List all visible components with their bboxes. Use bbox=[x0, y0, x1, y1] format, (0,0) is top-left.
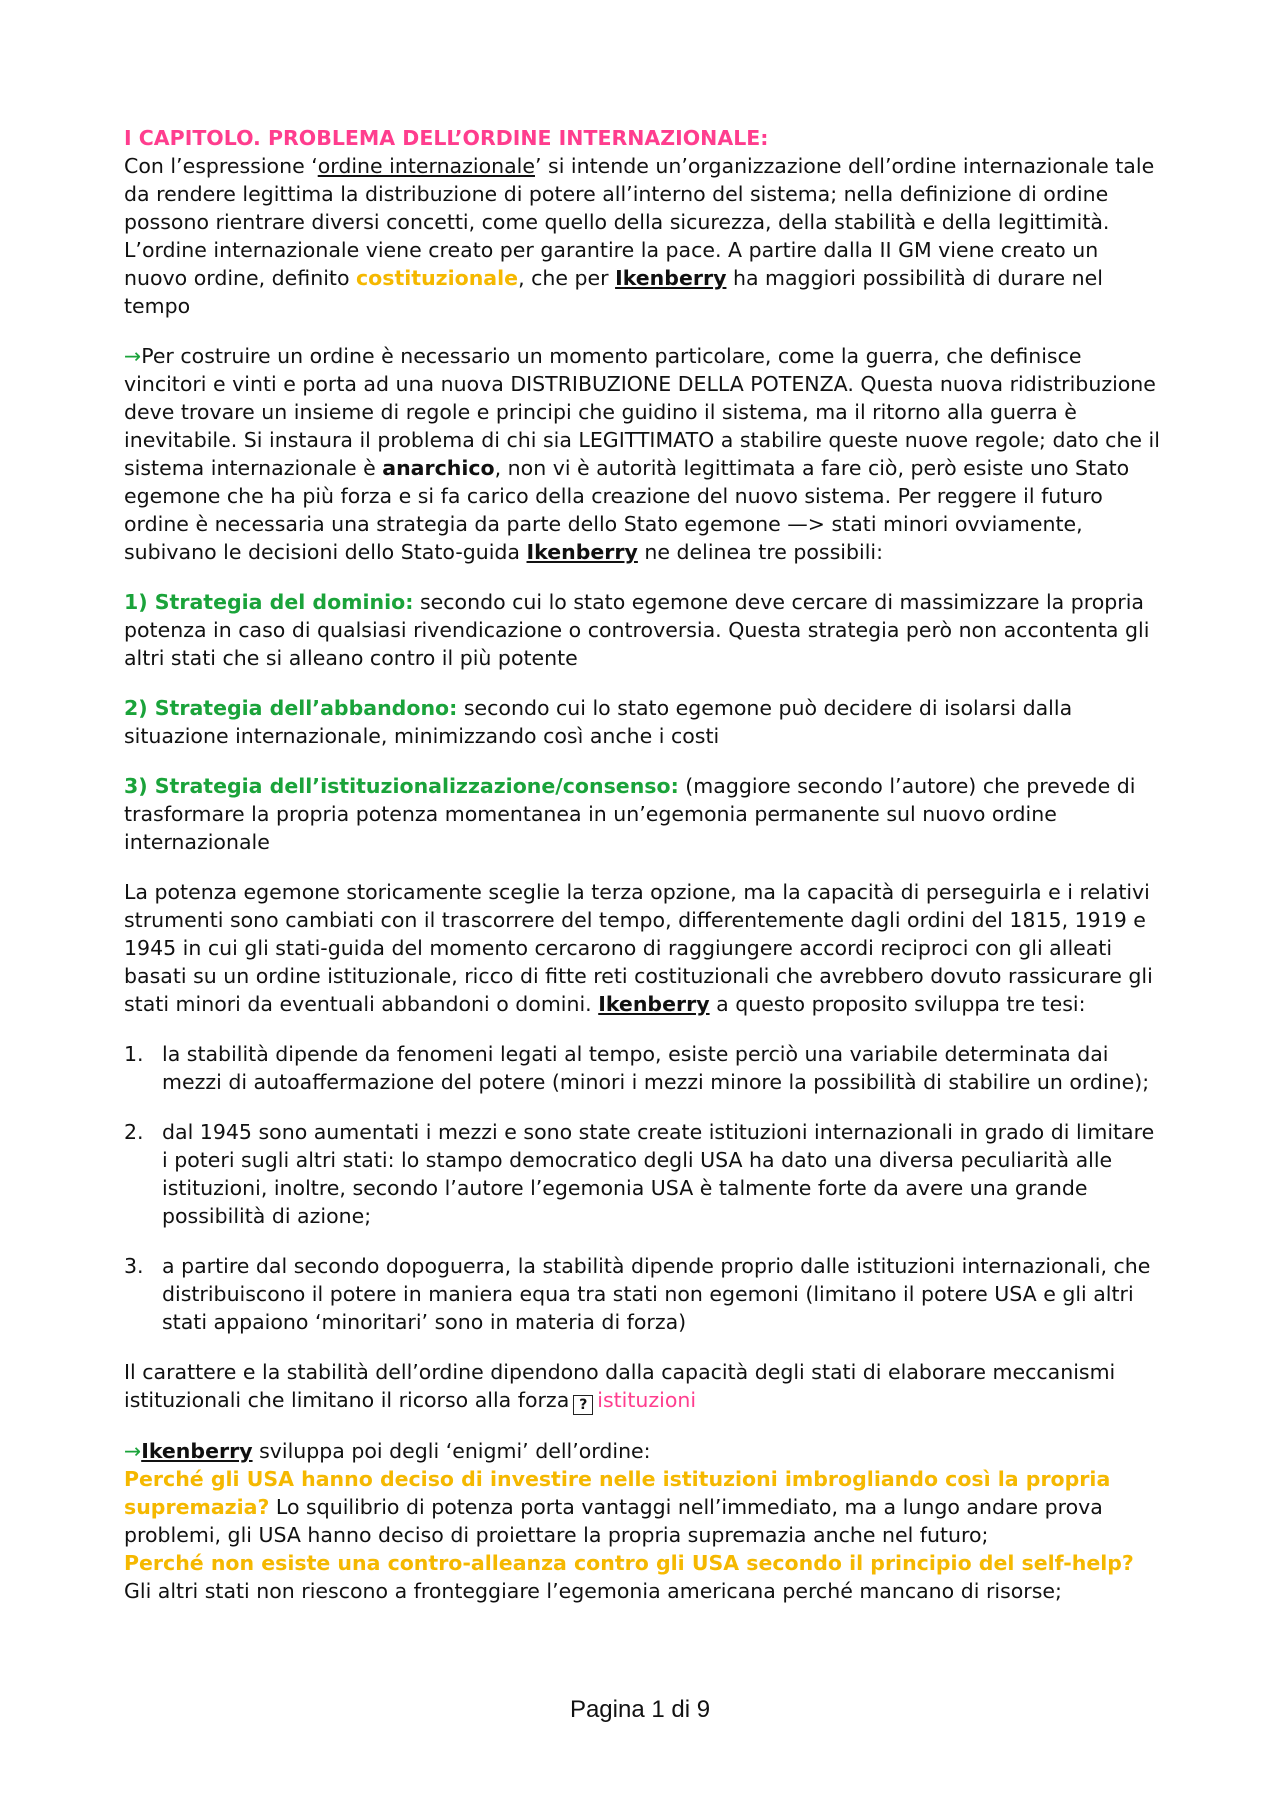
page-content bbox=[124, 124, 1164, 1627]
paragraph-potenza-egemone: La potenza egemone storicamente sceglie la terza opzione, ma la capacità di perseguirla e i relativi strumenti sono cambiati con il trascorrere del tempo, differentemente dagli ordini del 1815, 1919 e 1945 in cui gli stati-guida del momento cercarono di raggiungere accordi reciproci con gli alleati basati su un ordine istituzionale, ricco di fitte reti costituzionali che avrebbero dovuto rassicurare gli stati minori da eventuali abbandoni o domini. Ikenberry a questo proposito sviluppa tre tesi: bbox=[124, 880, 1153, 1016]
istituzioni-link[interactable]: istituzioni bbox=[597, 1388, 697, 1412]
strategy-item: 2) Strategia dell’abbandono: secondo cui lo stato egemone può decidere di isolarsi dalla situazione internazionale, minimizzando così anche i costi bbox=[124, 696, 1073, 748]
theses-list bbox=[124, 1040, 1164, 1336]
enigma-question: Perché non esiste una contro-alleanza contro gli USA secondo il principio del self-help? bbox=[124, 1551, 1134, 1575]
arrow-icon: → bbox=[124, 344, 142, 368]
strategy-label: 1) Strategia del dominio: bbox=[124, 590, 414, 614]
list-item: 3. a partire dal secondo dopoguerra, la stabilità dipende proprio dalle istituzioni internazionali, che distribuiscono il potere in maniera equa tra stati non egemoni (limitano il potere USA e gli altri stati appaiono ‘minoritari’ sono in materia di forza) bbox=[124, 1254, 1151, 1334]
intro-paragraph: I CAPITOLO. PROBLEMA DELL’ORDINE INTERNAZIONALE: Con l’espressione ‘ordine internazionale’ si intende un’organizzazione dell’ordine internazionale tale da rendere legittima la distribuzione di potere all’interno del sistema; nella definizione di ordine possono rientrare diversi concetti, come quello della sicurezza, della stabilità e della legittimità. L’ordine internazionale viene creato per garantire la pace. A partire dalla II GM viene creato un nuovo ordine, definito costituzionale, che per Ikenberry ha maggiori possibilità di durare nel tempo bbox=[124, 126, 1155, 318]
paragraph-enigmi: →Ikenberry sviluppa poi degli ‘enigmi’ dell’ordine: Perché gli USA hanno deciso di investire nelle istituzioni imbrogliando così la propria supremazia? Lo squilibrio di potenza porta vantaggi nell’immediato, ma a lungo andare prova problemi, gli USA hanno deciso di proiettare la propria supremazia anche nel futuro; Perché non esiste una contro-alleanza contro gli USA secondo il principio del self-help? Gli altri stati non riescono a fronteggiare l’egemonia americana perché mancano di risorse; bbox=[124, 1439, 1134, 1603]
term-ordine-internazionale: ordine internazionale bbox=[317, 154, 535, 178]
strategy-item: 1) Strategia del dominio: secondo cui lo stato egemone deve cercare di massimizzare la propria potenza in caso di qualsiasi rivendicazione o controversia. Questa strategia però non accontenta gli altri stati che si alleano contro il più potente bbox=[124, 590, 1150, 670]
author-name: Ikenberry bbox=[141, 1439, 253, 1463]
paragraph-distribuzione: →Per costruire un ordine è necessario un momento particolare, come la guerra, che definisce vincitori e vinti e porta ad una nuova DISTRIBUZIONE DELLA POTENZA. Questa nuova ridistribuzione deve trovare un insieme di regole e principi che guidino il sistema, ma il ritorno alla guerra è inevitabile. Si instaura il problema di chi sia LEGITTIMATO a stabilire queste nuove regole; dato che il sistema internazionale è anarchico, non vi è autorità legittimata a fare ciò, però esiste uno Stato egemone che ha più forza e si fa carico della creazione del nuovo sistema. Per reggere il futuro ordine è necessaria una strategia da parte dello Stato egemone —> stati minori ovviamente, subivano le decisioni dello Stato-guida Ikenberry ne delinea tre possibili: bbox=[124, 344, 1160, 564]
chapter-title: I CAPITOLO. PROBLEMA DELL’ORDINE INTERNAZIONALE: bbox=[124, 126, 769, 150]
paragraph-carattere: Il carattere e la stabilità dell’ordine dipendono dalla capacità degli stati di elaborare meccanismi istituzionali che limitano il ricorso alla forza ? istituzioni bbox=[124, 1360, 1116, 1413]
page-number: Pagina 1 di 9 bbox=[569, 1696, 711, 1723]
arrow-icon: → bbox=[124, 1439, 142, 1463]
strategy-item: 3) Strategia dell’istituzionalizzazione/consenso: (maggiore secondo l’autore) che prevede di trasformare la propria potenza momentanea in un’egemonia permanente sul nuovo ordine internazionale bbox=[124, 774, 1136, 854]
keyword-costituzionale: costituzionale bbox=[356, 266, 519, 290]
question-box-icon: ? bbox=[573, 1395, 593, 1415]
author-name: Ikenberry bbox=[526, 540, 638, 564]
list-item: 2. dal 1945 sono aumentati i mezzi e sono state create istituzioni internazionali in grado di limitare i poteri sugli altri stati: lo stampo democratico degli USA ha dato una diversa peculiarità alle istituzioni, inoltre, secondo l’autore l’egemonia USA è talmente forte da avere una grande possibilità di azione; bbox=[124, 1120, 1155, 1228]
strategy-label: 2) Strategia dell’abbandono: bbox=[124, 696, 458, 720]
author-name: Ikenberry bbox=[615, 266, 727, 290]
strategy-label: 3) Strategia dell’istituzionalizzazione/consenso: bbox=[124, 774, 679, 798]
author-name: Ikenberry bbox=[598, 992, 710, 1016]
list-item: 1. la stabilità dipende da fenomeni legati al tempo, esiste perciò una variabile determinata dai mezzi di autoaffermazione del potere (minori i mezzi minore la possibilità di stabilire un ordine); bbox=[124, 1042, 1150, 1094]
keyword-anarchico: anarchico bbox=[382, 456, 495, 480]
enigma-question: Perché gli USA hanno deciso di investire nelle istituzioni imbrogliando così la propria supremazia? bbox=[124, 1467, 1111, 1519]
